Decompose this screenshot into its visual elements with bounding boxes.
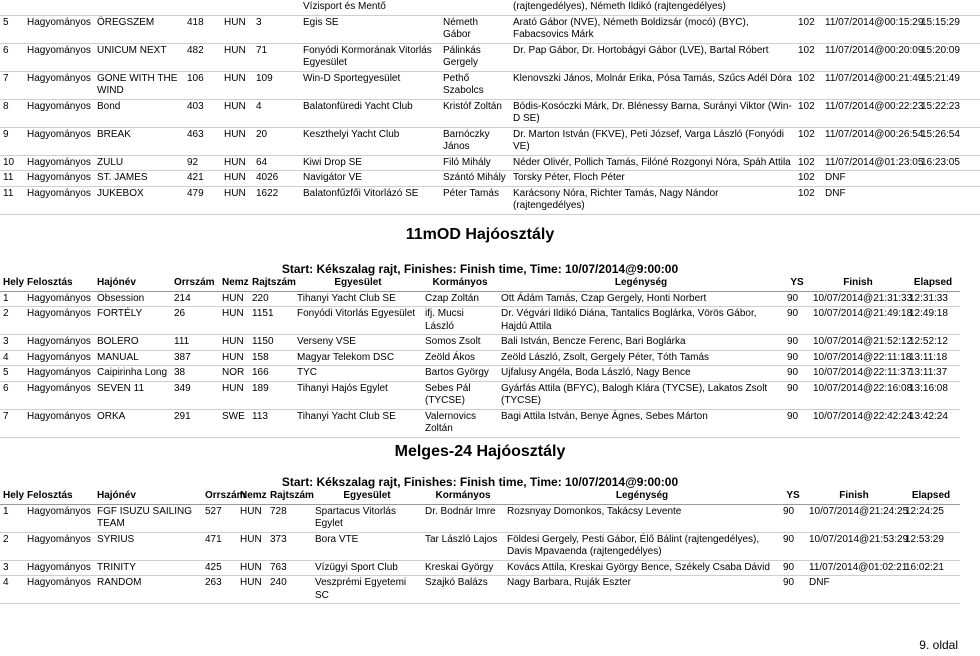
table-cell: 3 bbox=[253, 15, 300, 43]
table-cell: MANUAL bbox=[94, 350, 171, 366]
table-cell: Földesi Gergely, Pesti Gábor, Élő Bálint (rajtengedélyes), Davis Mpavaenda (rajtengedélyes) bbox=[504, 532, 780, 560]
table-cell: 1 bbox=[0, 291, 24, 307]
table-cell: 90 bbox=[784, 381, 810, 409]
table-row bbox=[0, 71, 980, 99]
table-cell: 102 bbox=[795, 99, 822, 127]
table-cell: Bódis-Kosóczki Márk, Dr. Blénessy Barna, Surányi Viktor (Win-D SE) bbox=[510, 99, 795, 127]
table-cell: Zeöld László, Zsolt, Gergely Péter, Tóth Tamás bbox=[498, 350, 784, 366]
table-cell: 102 bbox=[795, 171, 822, 187]
section-subtitle-melges24: Start: Kékszalag rajt, Finishes: Finish time, Time: 10/07/2014@9:00:00 bbox=[281, 475, 679, 489]
table-cell: Ujfalusy Angéla, Boda László, Nagy Bence bbox=[498, 366, 784, 382]
table-cell: Torsky Péter, Floch Péter bbox=[510, 171, 795, 187]
table-cell: Hagyományos bbox=[24, 560, 94, 576]
table-cell: SYRIUS bbox=[94, 532, 202, 560]
table-cell: Kiwi Drop SE bbox=[300, 155, 440, 171]
table-cell: Nagy Barbara, Ruják Eszter bbox=[504, 576, 780, 604]
table-cell: 11/07/2014@00:21:49 bbox=[822, 71, 918, 99]
table-cell: Tar László Lajos bbox=[422, 532, 504, 560]
table-cell: 403 bbox=[184, 99, 221, 127]
table-cell: 13:16:08 bbox=[906, 381, 960, 409]
table-cell: 15:21:49 bbox=[918, 71, 980, 99]
table-cell: 11/07/2014@01:02:21 bbox=[806, 560, 902, 576]
table-cell: Klenovszki János, Molnár Erika, Pósa Tamás, Szűcs Adél Dóra bbox=[510, 71, 795, 99]
table-cell: Caipirinha Long bbox=[94, 366, 171, 382]
table-cell: HUN bbox=[219, 335, 249, 351]
table-cell: Fonyódi Vitorlás Egyesület bbox=[294, 307, 422, 335]
table-cell: 16:23:05 bbox=[918, 155, 980, 171]
page-number: 9. oldal bbox=[919, 638, 958, 652]
table-cell bbox=[24, 0, 94, 15]
table-cell: Tihanyi Hajós Egylet bbox=[294, 381, 422, 409]
table-cell: 64 bbox=[253, 155, 300, 171]
table-cell: ORKA bbox=[94, 409, 171, 437]
table-cell: Rozsnyay Domonkos, Takácsy Levente bbox=[504, 504, 780, 532]
table-cell: 102 bbox=[795, 155, 822, 171]
table-cell: 90 bbox=[780, 560, 806, 576]
column-header-nemz: Nemz bbox=[219, 276, 249, 291]
table-cell: Hagyományos bbox=[24, 504, 94, 532]
table-cell: JUKEBOX bbox=[94, 186, 184, 214]
table-cell: 102 bbox=[795, 43, 822, 71]
column-header-elapsed: Elapsed bbox=[902, 489, 960, 504]
table-cell bbox=[918, 186, 980, 214]
table-cell: Kristóf Zoltán bbox=[440, 99, 510, 127]
table-cell: 214 bbox=[171, 291, 219, 307]
table-cell: 90 bbox=[780, 532, 806, 560]
table-row bbox=[0, 0, 980, 15]
table-cell: 109 bbox=[253, 71, 300, 99]
table-row bbox=[0, 43, 980, 71]
table-cell: FORTÉLY bbox=[94, 307, 171, 335]
table-cell: 421 bbox=[184, 171, 221, 187]
table-cell: Czap Zoltán bbox=[422, 291, 498, 307]
table-cell: Balatonfűzfői Vitorlázó SE bbox=[300, 186, 440, 214]
table-cell: Keszthelyi Yacht Club bbox=[300, 127, 440, 155]
table-cell: 4026 bbox=[253, 171, 300, 187]
table-cell: 7 bbox=[0, 71, 24, 99]
table-cell: 13:11:37 bbox=[906, 366, 960, 382]
table-cell: Valernovics Zoltán bbox=[422, 409, 498, 437]
table-cell: Vízisport és Mentő bbox=[300, 0, 440, 15]
table-cell bbox=[253, 0, 300, 15]
table-cell: Hagyományos bbox=[24, 381, 94, 409]
table-cell: HUN bbox=[221, 71, 253, 99]
table-row bbox=[0, 155, 980, 171]
table-cell: Sebes Pál (TYCSE) bbox=[422, 381, 498, 409]
table-cell: HUN bbox=[221, 99, 253, 127]
table-cell: 90 bbox=[784, 291, 810, 307]
table-cell: 10/07/2014@22:11:18 bbox=[810, 350, 906, 366]
table-cell: DNF bbox=[822, 186, 918, 214]
table-cell: 527 bbox=[202, 504, 237, 532]
table-cell: Németh Gábor bbox=[440, 15, 510, 43]
table-cell: Hagyományos bbox=[24, 532, 94, 560]
table-cell: Navigátor VE bbox=[300, 171, 440, 187]
column-header-nemz: Nemz bbox=[237, 489, 267, 504]
table-cell: HUN bbox=[237, 532, 267, 560]
table-cell: 1 bbox=[0, 504, 24, 532]
table-cell: 71 bbox=[253, 43, 300, 71]
table-cell: 12:24:25 bbox=[902, 504, 960, 532]
table-cell: HUN bbox=[237, 504, 267, 532]
table-cell: Hagyományos bbox=[24, 127, 94, 155]
table-cell: 102 bbox=[795, 127, 822, 155]
table-cell: 189 bbox=[249, 381, 294, 409]
results-table-melges24 bbox=[0, 489, 960, 604]
table-cell: Veszprémi Egyetemi SC bbox=[312, 576, 422, 604]
table-cell: HUN bbox=[219, 350, 249, 366]
table-cell: 90 bbox=[784, 350, 810, 366]
table-cell: Somos Zsolt bbox=[422, 335, 498, 351]
table-cell: 15:15:29 bbox=[918, 15, 980, 43]
table-cell: Hagyományos bbox=[24, 171, 94, 187]
table-cell: 102 bbox=[795, 15, 822, 43]
table-cell: DNF bbox=[806, 576, 902, 604]
table-cell: Vízügyi Sport Club bbox=[312, 560, 422, 576]
table-cell: SWE bbox=[219, 409, 249, 437]
table-cell: 349 bbox=[171, 381, 219, 409]
table-cell: HUN bbox=[219, 307, 249, 335]
table-cell: 11/07/2014@01:23:05 bbox=[822, 155, 918, 171]
table-cell: 15:22:23 bbox=[918, 99, 980, 127]
table-cell: Obsession bbox=[94, 291, 171, 307]
column-header-finish: Finish bbox=[806, 489, 902, 504]
table-cell: ifj. Mucsi László bbox=[422, 307, 498, 335]
table-cell bbox=[184, 0, 221, 15]
table-cell: Hagyományos bbox=[24, 43, 94, 71]
table-cell: Hagyományos bbox=[24, 366, 94, 382]
table-cell: 11/07/2014@00:15:29 bbox=[822, 15, 918, 43]
table-cell bbox=[918, 0, 980, 15]
table-cell: Spartacus Vitorlás Egylet bbox=[312, 504, 422, 532]
column-header-felosztas: Felosztás bbox=[24, 489, 94, 504]
table-cell: 12:53:29 bbox=[902, 532, 960, 560]
table-cell bbox=[94, 0, 184, 15]
table-cell: 11 bbox=[0, 186, 24, 214]
table-cell: 10/07/2014@21:24:25 bbox=[806, 504, 902, 532]
column-header-legenyseg: Legénység bbox=[504, 489, 780, 504]
table-row bbox=[0, 127, 980, 155]
column-header-kormanyos: Kormányos bbox=[422, 489, 504, 504]
table-cell bbox=[822, 0, 918, 15]
table-cell: 12:31:33 bbox=[906, 291, 960, 307]
table-cell: Bartos György bbox=[422, 366, 498, 382]
table-cell: HUN bbox=[221, 171, 253, 187]
table-cell: Tihanyi Yacht Club SE bbox=[294, 409, 422, 437]
table-cell: ST. JAMES bbox=[94, 171, 184, 187]
table-cell: 90 bbox=[784, 366, 810, 382]
table-cell: Hagyományos bbox=[24, 71, 94, 99]
column-header-felosztas: Felosztás bbox=[24, 276, 94, 291]
table-row bbox=[0, 99, 980, 127]
table-cell: 26 bbox=[171, 307, 219, 335]
table-cell: HUN bbox=[221, 15, 253, 43]
table-cell: 13:11:18 bbox=[906, 350, 960, 366]
table-cell: Ott Ádám Tamás, Czap Gergely, Honti Norbert bbox=[498, 291, 784, 307]
results-table-11mod bbox=[0, 276, 960, 438]
table-cell: 113 bbox=[249, 409, 294, 437]
table-cell: Karácsony Nóra, Richter Tamás, Nagy Nándor (rajtengedélyes) bbox=[510, 186, 795, 214]
table-cell: HUN bbox=[237, 576, 267, 604]
table-cell: 11/07/2014@00:22:23 bbox=[822, 99, 918, 127]
table-cell: Dr. Bodnár Imre bbox=[422, 504, 504, 532]
table-cell: Bali István, Bencze Ferenc, Bari Boglárka bbox=[498, 335, 784, 351]
table-cell: 240 bbox=[267, 576, 312, 604]
section-subtitle-11mod: Start: Kékszalag rajt, Finishes: Finish time, Time: 10/07/2014@9:00:00 bbox=[281, 262, 679, 276]
table-cell: Hagyományos bbox=[24, 291, 94, 307]
table-cell: FGF ISUZU SAILING TEAM bbox=[94, 504, 202, 532]
table-cell: 4 bbox=[253, 99, 300, 127]
table-cell: 220 bbox=[249, 291, 294, 307]
table-cell: 90 bbox=[784, 409, 810, 437]
table-cell: Dr. Pap Gábor, Dr. Hortobágyi Gábor (LVE), Bartal Róbert bbox=[510, 43, 795, 71]
section-title-11mod: 11mOD Hajóosztály bbox=[405, 226, 555, 243]
column-header-kormanyos: Kormányos bbox=[422, 276, 498, 291]
table-row bbox=[0, 15, 980, 43]
table-cell: 418 bbox=[184, 15, 221, 43]
table-cell: 158 bbox=[249, 350, 294, 366]
column-header-orrszam: Orrszám bbox=[202, 489, 237, 504]
table-cell: UNICUM NEXT bbox=[94, 43, 184, 71]
table-row bbox=[0, 576, 960, 604]
table-cell: Dr. Marton István (FKVE), Peti József, Varga László (Fonyódi VE) bbox=[510, 127, 795, 155]
table-cell: Fonyódi Kormorának Vitorlás Egyesület bbox=[300, 43, 440, 71]
table-cell bbox=[918, 171, 980, 187]
table-cell: 10/07/2014@21:31:33 bbox=[810, 291, 906, 307]
table-cell: HUN bbox=[219, 381, 249, 409]
table-cell bbox=[0, 0, 24, 15]
table-cell: 102 bbox=[795, 186, 822, 214]
table-cell: Pethő Szabolcs bbox=[440, 71, 510, 99]
table-cell: 387 bbox=[171, 350, 219, 366]
table-cell: 10/07/2014@22:11:37 bbox=[810, 366, 906, 382]
table-cell: 5 bbox=[0, 15, 24, 43]
table-cell: TYC bbox=[294, 366, 422, 382]
table-cell: 1151 bbox=[249, 307, 294, 335]
table-cell: ÖREGSZEM bbox=[94, 15, 184, 43]
table-row bbox=[0, 366, 960, 382]
table-cell: 373 bbox=[267, 532, 312, 560]
table-cell: 38 bbox=[171, 366, 219, 382]
table-cell: 9 bbox=[0, 127, 24, 155]
table-cell: 11/07/2014@00:20:09 bbox=[822, 43, 918, 71]
table-cell: NOR bbox=[219, 366, 249, 382]
column-header-elapsed: Elapsed bbox=[906, 276, 960, 291]
table-cell: 90 bbox=[784, 307, 810, 335]
table-cell: Egis SE bbox=[300, 15, 440, 43]
column-header-legenyseg: Legénység bbox=[498, 276, 784, 291]
table-cell: 4 bbox=[0, 350, 24, 366]
table-cell: 16:02:21 bbox=[902, 560, 960, 576]
table-cell: Filó Mihály bbox=[440, 155, 510, 171]
table-cell: Hagyományos bbox=[24, 99, 94, 127]
section-title-melges24: Melges-24 Hajóosztály bbox=[394, 443, 566, 460]
table-cell: 12:49:18 bbox=[906, 307, 960, 335]
table-cell: HUN bbox=[221, 186, 253, 214]
table-cell: Hagyományos bbox=[24, 15, 94, 43]
table-cell: 20 bbox=[253, 127, 300, 155]
table-cell: 166 bbox=[249, 366, 294, 382]
table-cell: Zeöld Ákos bbox=[422, 350, 498, 366]
table-cell: 1150 bbox=[249, 335, 294, 351]
table-cell: 90 bbox=[784, 335, 810, 351]
table-cell: 102 bbox=[795, 71, 822, 99]
column-header-hely: Hely bbox=[0, 276, 24, 291]
table-cell: BREAK bbox=[94, 127, 184, 155]
table-cell: 92 bbox=[184, 155, 221, 171]
column-header-rajtszam: Rajtszám bbox=[249, 276, 294, 291]
table-cell: 479 bbox=[184, 186, 221, 214]
table-cell: Hagyományos bbox=[24, 186, 94, 214]
table-cell: 763 bbox=[267, 560, 312, 576]
table-cell bbox=[221, 0, 253, 15]
table-cell: 6 bbox=[0, 381, 24, 409]
table-cell: BOLERO bbox=[94, 335, 171, 351]
table-row bbox=[0, 291, 960, 307]
table-cell: HUN bbox=[221, 127, 253, 155]
table-cell: 2 bbox=[0, 307, 24, 335]
table-cell: 11/07/2014@00:26:54 bbox=[822, 127, 918, 155]
table-cell: Win-D Sportegyesület bbox=[300, 71, 440, 99]
table-cell: HUN bbox=[221, 43, 253, 71]
table-cell: Hagyományos bbox=[24, 307, 94, 335]
column-header-ys: YS bbox=[780, 489, 806, 504]
column-header-egyesulet: Egyesület bbox=[312, 489, 422, 504]
table-cell: 291 bbox=[171, 409, 219, 437]
table-cell: Hagyományos bbox=[24, 155, 94, 171]
table-cell: 5 bbox=[0, 366, 24, 382]
table-cell: Tihanyi Yacht Club SE bbox=[294, 291, 422, 307]
column-header-egyesulet: Egyesület bbox=[294, 276, 422, 291]
table-row bbox=[0, 335, 960, 351]
table-cell: 425 bbox=[202, 560, 237, 576]
table-cell: 3 bbox=[0, 560, 24, 576]
table-cell: 10 bbox=[0, 155, 24, 171]
table-cell: Szajkó Balázs bbox=[422, 576, 504, 604]
table-cell: Dr. Végvári Ildikó Diána, Tantalics Boglárka, Vörös Gábor, Hajdú Attila bbox=[498, 307, 784, 335]
table-cell: 6 bbox=[0, 43, 24, 71]
table-cell: Néder Olivér, Pollich Tamás, Filóné Rozgonyi Nóra, Spáh Attila bbox=[510, 155, 795, 171]
table-cell: 90 bbox=[780, 576, 806, 604]
table-row bbox=[0, 504, 960, 532]
table-row bbox=[0, 532, 960, 560]
table-row bbox=[0, 307, 960, 335]
column-header-rajtszam: Rajtszám bbox=[267, 489, 312, 504]
table-cell: Szántó Mihály bbox=[440, 171, 510, 187]
table-cell: (rajtengedélyes), Németh Ildikó (rajtengedélyes) bbox=[510, 0, 795, 15]
table-cell: Hagyományos bbox=[24, 576, 94, 604]
column-header-hajonev: Hajónév bbox=[94, 489, 202, 504]
table-cell bbox=[902, 576, 960, 604]
table-cell: DNF bbox=[822, 171, 918, 187]
table-cell: TRINITY bbox=[94, 560, 202, 576]
table-cell: Arató Gábor (NVE), Németh Boldizsár (mocó) (BYC), Fabacsovics Márk bbox=[510, 15, 795, 43]
table-cell: 90 bbox=[780, 504, 806, 532]
table-cell: 10/07/2014@22:16:08 bbox=[810, 381, 906, 409]
table-cell: 263 bbox=[202, 576, 237, 604]
table-cell: 728 bbox=[267, 504, 312, 532]
table-row bbox=[0, 171, 980, 187]
column-header-hely: Hely bbox=[0, 489, 24, 504]
table-cell: Hagyományos bbox=[24, 350, 94, 366]
table-row bbox=[0, 381, 960, 409]
table-cell: 13:42:24 bbox=[906, 409, 960, 437]
table-cell: Bagi Attila István, Benye Ágnes, Sebes Márton bbox=[498, 409, 784, 437]
table-cell: SEVEN 11 bbox=[94, 381, 171, 409]
table-cell: Hagyományos bbox=[24, 409, 94, 437]
table-cell: Bond bbox=[94, 99, 184, 127]
table-cell bbox=[795, 0, 822, 15]
table-cell: 1622 bbox=[253, 186, 300, 214]
table-cell: 10/07/2014@21:49:18 bbox=[810, 307, 906, 335]
table-cell: Bora VTE bbox=[312, 532, 422, 560]
table-cell: 3 bbox=[0, 335, 24, 351]
table-cell: 106 bbox=[184, 71, 221, 99]
table-cell: ZULU bbox=[94, 155, 184, 171]
column-header-finish: Finish bbox=[810, 276, 906, 291]
table-cell: RANDOM bbox=[94, 576, 202, 604]
results-table-previous-class bbox=[0, 0, 980, 215]
table-cell: Kovács Attila, Kreskai György Bence, Székely Csaba Dávid bbox=[504, 560, 780, 576]
table-cell: Péter Tamás bbox=[440, 186, 510, 214]
table-cell: 4 bbox=[0, 576, 24, 604]
table-cell: 463 bbox=[184, 127, 221, 155]
column-header-ys: YS bbox=[784, 276, 810, 291]
table-cell: 15:26:54 bbox=[918, 127, 980, 155]
table-cell: Verseny VSE bbox=[294, 335, 422, 351]
table-cell: 482 bbox=[184, 43, 221, 71]
table-cell: 111 bbox=[171, 335, 219, 351]
table-row bbox=[0, 409, 960, 437]
table-cell: Hagyományos bbox=[24, 335, 94, 351]
table-cell: 7 bbox=[0, 409, 24, 437]
table-row bbox=[0, 350, 960, 366]
table-cell: Barnóczky János bbox=[440, 127, 510, 155]
table-cell: HUN bbox=[219, 291, 249, 307]
table-cell: 10/07/2014@21:53:29 bbox=[806, 532, 902, 560]
table-cell: Magyar Telekom DSC bbox=[294, 350, 422, 366]
table-cell: 8 bbox=[0, 99, 24, 127]
table-cell: Gyárfás Attila (BFYC), Balogh Klára (TYCSE), Lakatos Zsolt (TYCSE) bbox=[498, 381, 784, 409]
table-cell bbox=[440, 0, 510, 15]
table-cell: 10/07/2014@21:52:12 bbox=[810, 335, 906, 351]
column-header-hajonev: Hajónév bbox=[94, 276, 171, 291]
table-row bbox=[0, 560, 960, 576]
table-cell: HUN bbox=[221, 155, 253, 171]
table-cell: HUN bbox=[237, 560, 267, 576]
table-cell: Pálinkás Gergely bbox=[440, 43, 510, 71]
table-cell: 10/07/2014@22:42:24 bbox=[810, 409, 906, 437]
table-cell: GONE WITH THE WIND bbox=[94, 71, 184, 99]
table-cell: 12:52:12 bbox=[906, 335, 960, 351]
table-cell: 2 bbox=[0, 532, 24, 560]
table-row bbox=[0, 186, 980, 214]
column-header-orrszam: Orrszám bbox=[171, 276, 219, 291]
table-cell: 471 bbox=[202, 532, 237, 560]
table-cell: 15:20:09 bbox=[918, 43, 980, 71]
table-cell: Kreskai György bbox=[422, 560, 504, 576]
table-cell: 11 bbox=[0, 171, 24, 187]
table-cell: Balatonfüredi Yacht Club bbox=[300, 99, 440, 127]
